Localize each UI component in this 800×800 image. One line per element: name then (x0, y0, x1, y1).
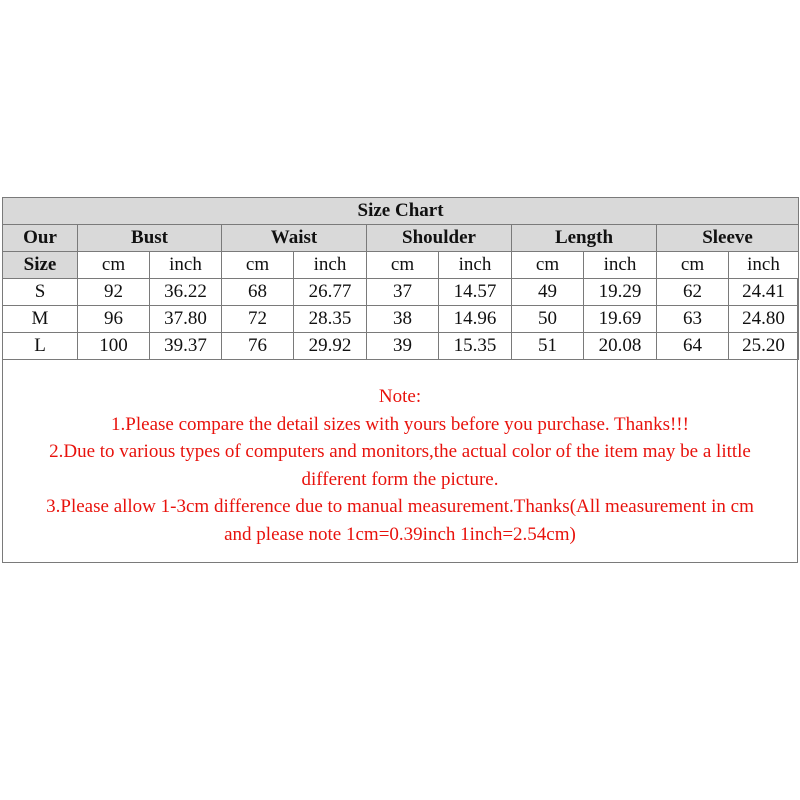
table-row (3, 306, 799, 333)
table-cell: 39.37 (150, 333, 222, 360)
table-cell: 24.41 (729, 279, 799, 306)
unit-header-row (3, 252, 799, 279)
note-line: 1.Please compare the detail sizes with yours before you purchase. Thanks!!! (111, 413, 689, 435)
table-cell: 49 (512, 279, 584, 306)
table-cell: 68 (222, 279, 294, 306)
table-cell: 63 (657, 306, 729, 333)
table-cell: 19.29 (584, 279, 657, 306)
notes-heading: Note: (378, 386, 422, 407)
table-cell: 25.20 (729, 333, 799, 360)
size-chart-table (2, 197, 799, 360)
table-cell: 14.96 (439, 306, 512, 333)
waist-header: Waist (222, 225, 367, 252)
bust-header: Bust (78, 225, 222, 252)
table-title: Size Chart (3, 198, 799, 225)
table-cell: 36.22 (150, 279, 222, 306)
table-cell: 76 (222, 333, 294, 360)
table-cell: 26.77 (294, 279, 367, 306)
table-cell: 100 (78, 333, 150, 360)
unit-cm: cm (657, 252, 729, 279)
our-size-header-top: Our (3, 225, 78, 252)
group-header-row (3, 225, 799, 252)
unit-inch: inch (150, 252, 222, 279)
table-cell: 15.35 (439, 333, 512, 360)
table-cell: 96 (78, 306, 150, 333)
unit-cm: cm (367, 252, 439, 279)
table-cell: 14.57 (439, 279, 512, 306)
unit-inch: inch (439, 252, 512, 279)
size-chart-sheet (2, 197, 798, 563)
size-label: L (3, 333, 78, 360)
length-header: Length (512, 225, 657, 252)
unit-inch: inch (294, 252, 367, 279)
notes-section (3, 383, 797, 548)
table-cell: 28.35 (294, 306, 367, 333)
table-cell: 24.80 (729, 306, 799, 333)
table-row (3, 279, 799, 306)
unit-inch: inch (729, 252, 799, 279)
unit-cm: cm (78, 252, 150, 279)
table-row (3, 333, 799, 360)
table-cell: 29.92 (294, 333, 367, 360)
unit-inch: inch (584, 252, 657, 279)
note-line: 3.Please allow 1-3cm difference due to manual measurement.Thanks(All measurement in cm (46, 496, 754, 517)
table-cell: 38 (367, 306, 439, 333)
table-cell: 20.08 (584, 333, 657, 360)
unit-cm: cm (512, 252, 584, 279)
note-line: and please note 1cm=0.39inch 1inch=2.54cm) (224, 523, 576, 545)
shoulder-header: Shoulder (367, 225, 512, 252)
table-cell: 19.69 (584, 306, 657, 333)
table-cell: 92 (78, 279, 150, 306)
sleeve-header: Sleeve (657, 225, 799, 252)
unit-cm: cm (222, 252, 294, 279)
table-cell: 37.80 (150, 306, 222, 333)
note-line: different form the picture. (301, 468, 499, 490)
table-cell: 62 (657, 279, 729, 306)
table-cell: 37 (367, 279, 439, 306)
table-cell: 51 (512, 333, 584, 360)
table-cell: 39 (367, 333, 439, 360)
title-row (3, 198, 799, 225)
our-size-header-bottom: Size (3, 252, 78, 279)
table-cell: 64 (657, 333, 729, 360)
table-cell: 72 (222, 306, 294, 333)
table-cell: 50 (512, 306, 584, 333)
note-line: 2.Due to various types of computers and monitors,the actual color of the item may be a little (49, 441, 751, 462)
size-label: S (3, 279, 78, 306)
size-label: M (3, 306, 78, 333)
